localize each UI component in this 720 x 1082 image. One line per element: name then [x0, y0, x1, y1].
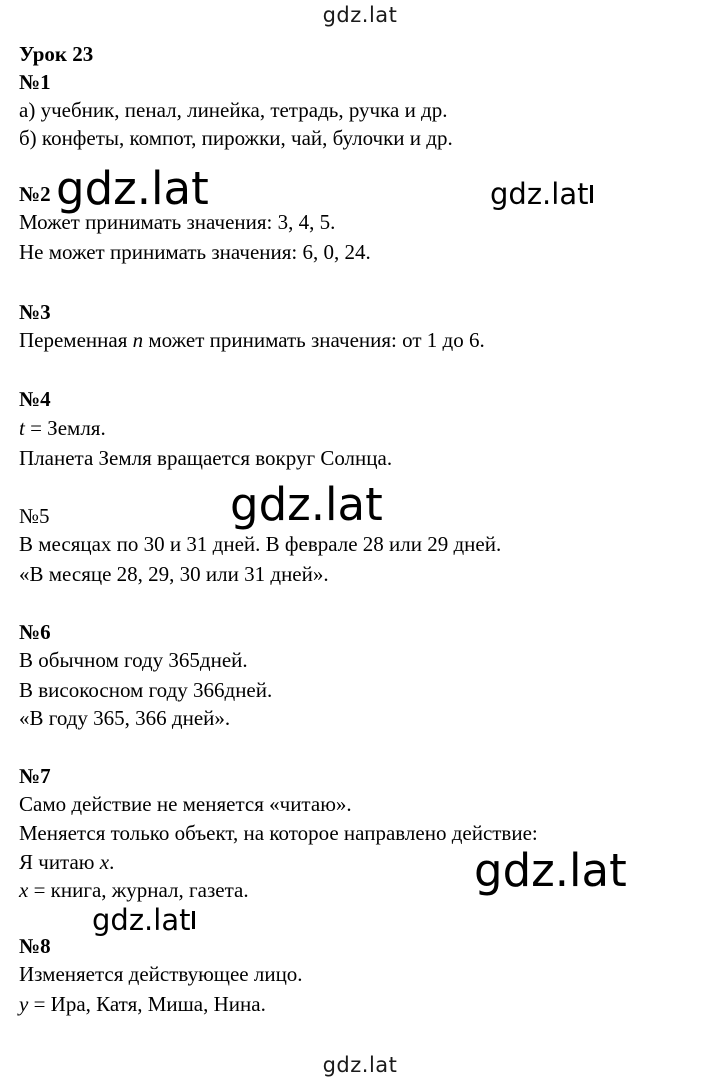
- task-6-line-3: «В году 365, 366 дней».: [19, 706, 231, 730]
- task-3-line-1: [19, 326, 485, 354]
- task-5-line-1: В месяцах по 30 и 31 дней. В феврале 28 или 29 дней.: [19, 532, 502, 556]
- task-number-7: №7: [19, 764, 51, 788]
- task-number-1: №1: [19, 70, 51, 94]
- watermark-overlay-2: gdz.lat: [490, 180, 593, 209]
- task-7-line-3-pre: Я читаю: [19, 850, 100, 874]
- task-7-line-2: Меняется только объект, на которое направлено действие:: [19, 821, 538, 845]
- watermark-overlay-5: gdz.lat: [92, 906, 195, 935]
- task-7-line-3: [19, 848, 114, 876]
- task-7-line-1: Само действие не меняется «читаю».: [19, 792, 352, 816]
- task-5-line-2: «В месяце 28, 29, 30 или 31 дней».: [19, 562, 329, 586]
- task-4-line-2: Планета Земля вращается вокруг Солнца.: [19, 446, 393, 470]
- task-4-line-1: [19, 414, 106, 442]
- task-3-line-1-pre: Переменная: [19, 328, 133, 352]
- task-2-line-2: Не может принимать значения: 6, 0, 24.: [19, 240, 371, 264]
- task-number-8: №8: [19, 934, 51, 958]
- watermark-overlay-4: gdz.lat: [474, 844, 627, 897]
- task-7-line-4: [19, 876, 249, 904]
- task-1-line-1: а) учебник, пенал, линейка, тетрадь, ручка и др.: [19, 98, 448, 122]
- task-6-line-2: В високосном году 366дней.: [19, 678, 273, 702]
- task-1-line-2: б) конфеты, компот, пирожки, чай, булочки и др.: [19, 126, 453, 150]
- task-number-3: №3: [19, 300, 51, 324]
- variable-x-2: x: [19, 878, 29, 902]
- task-8-line-1: Изменяется действующее лицо.: [19, 962, 303, 986]
- task-6-line-1: В обычном году 365дней.: [19, 648, 248, 672]
- watermark-bottom: gdz.lat: [322, 1053, 398, 1077]
- task-7-line-3-post: .: [109, 850, 115, 874]
- task-7-line-4-post: = книга, журнал, газета.: [28, 878, 249, 902]
- variable-t: t: [19, 416, 25, 440]
- lesson-title: Урок 23: [19, 42, 94, 66]
- task-3-line-1-post: может принимать значения: от 1 до 6.: [143, 328, 485, 352]
- task-number-5: №5: [19, 504, 50, 528]
- variable-y: y: [19, 992, 29, 1016]
- watermark-overlay-1: gdz.lat: [56, 162, 209, 215]
- task-4-line-1-post: = Земля.: [24, 416, 106, 440]
- task-8-line-2: [19, 990, 266, 1018]
- task-number-6: №6: [19, 620, 51, 644]
- watermark-overlay-3: gdz.lat: [230, 478, 383, 531]
- task-number-4: №4: [19, 387, 51, 411]
- variable-n: n: [132, 328, 144, 352]
- task-2-line-1: Может принимать значения: 3, 4, 5.: [19, 210, 336, 234]
- variable-x: x: [99, 850, 110, 874]
- task-number-2: №2: [19, 182, 51, 206]
- watermark-top: gdz.lat: [322, 3, 398, 27]
- task-8-line-2-post: = Ира, Катя, Миша, Нина.: [28, 992, 266, 1016]
